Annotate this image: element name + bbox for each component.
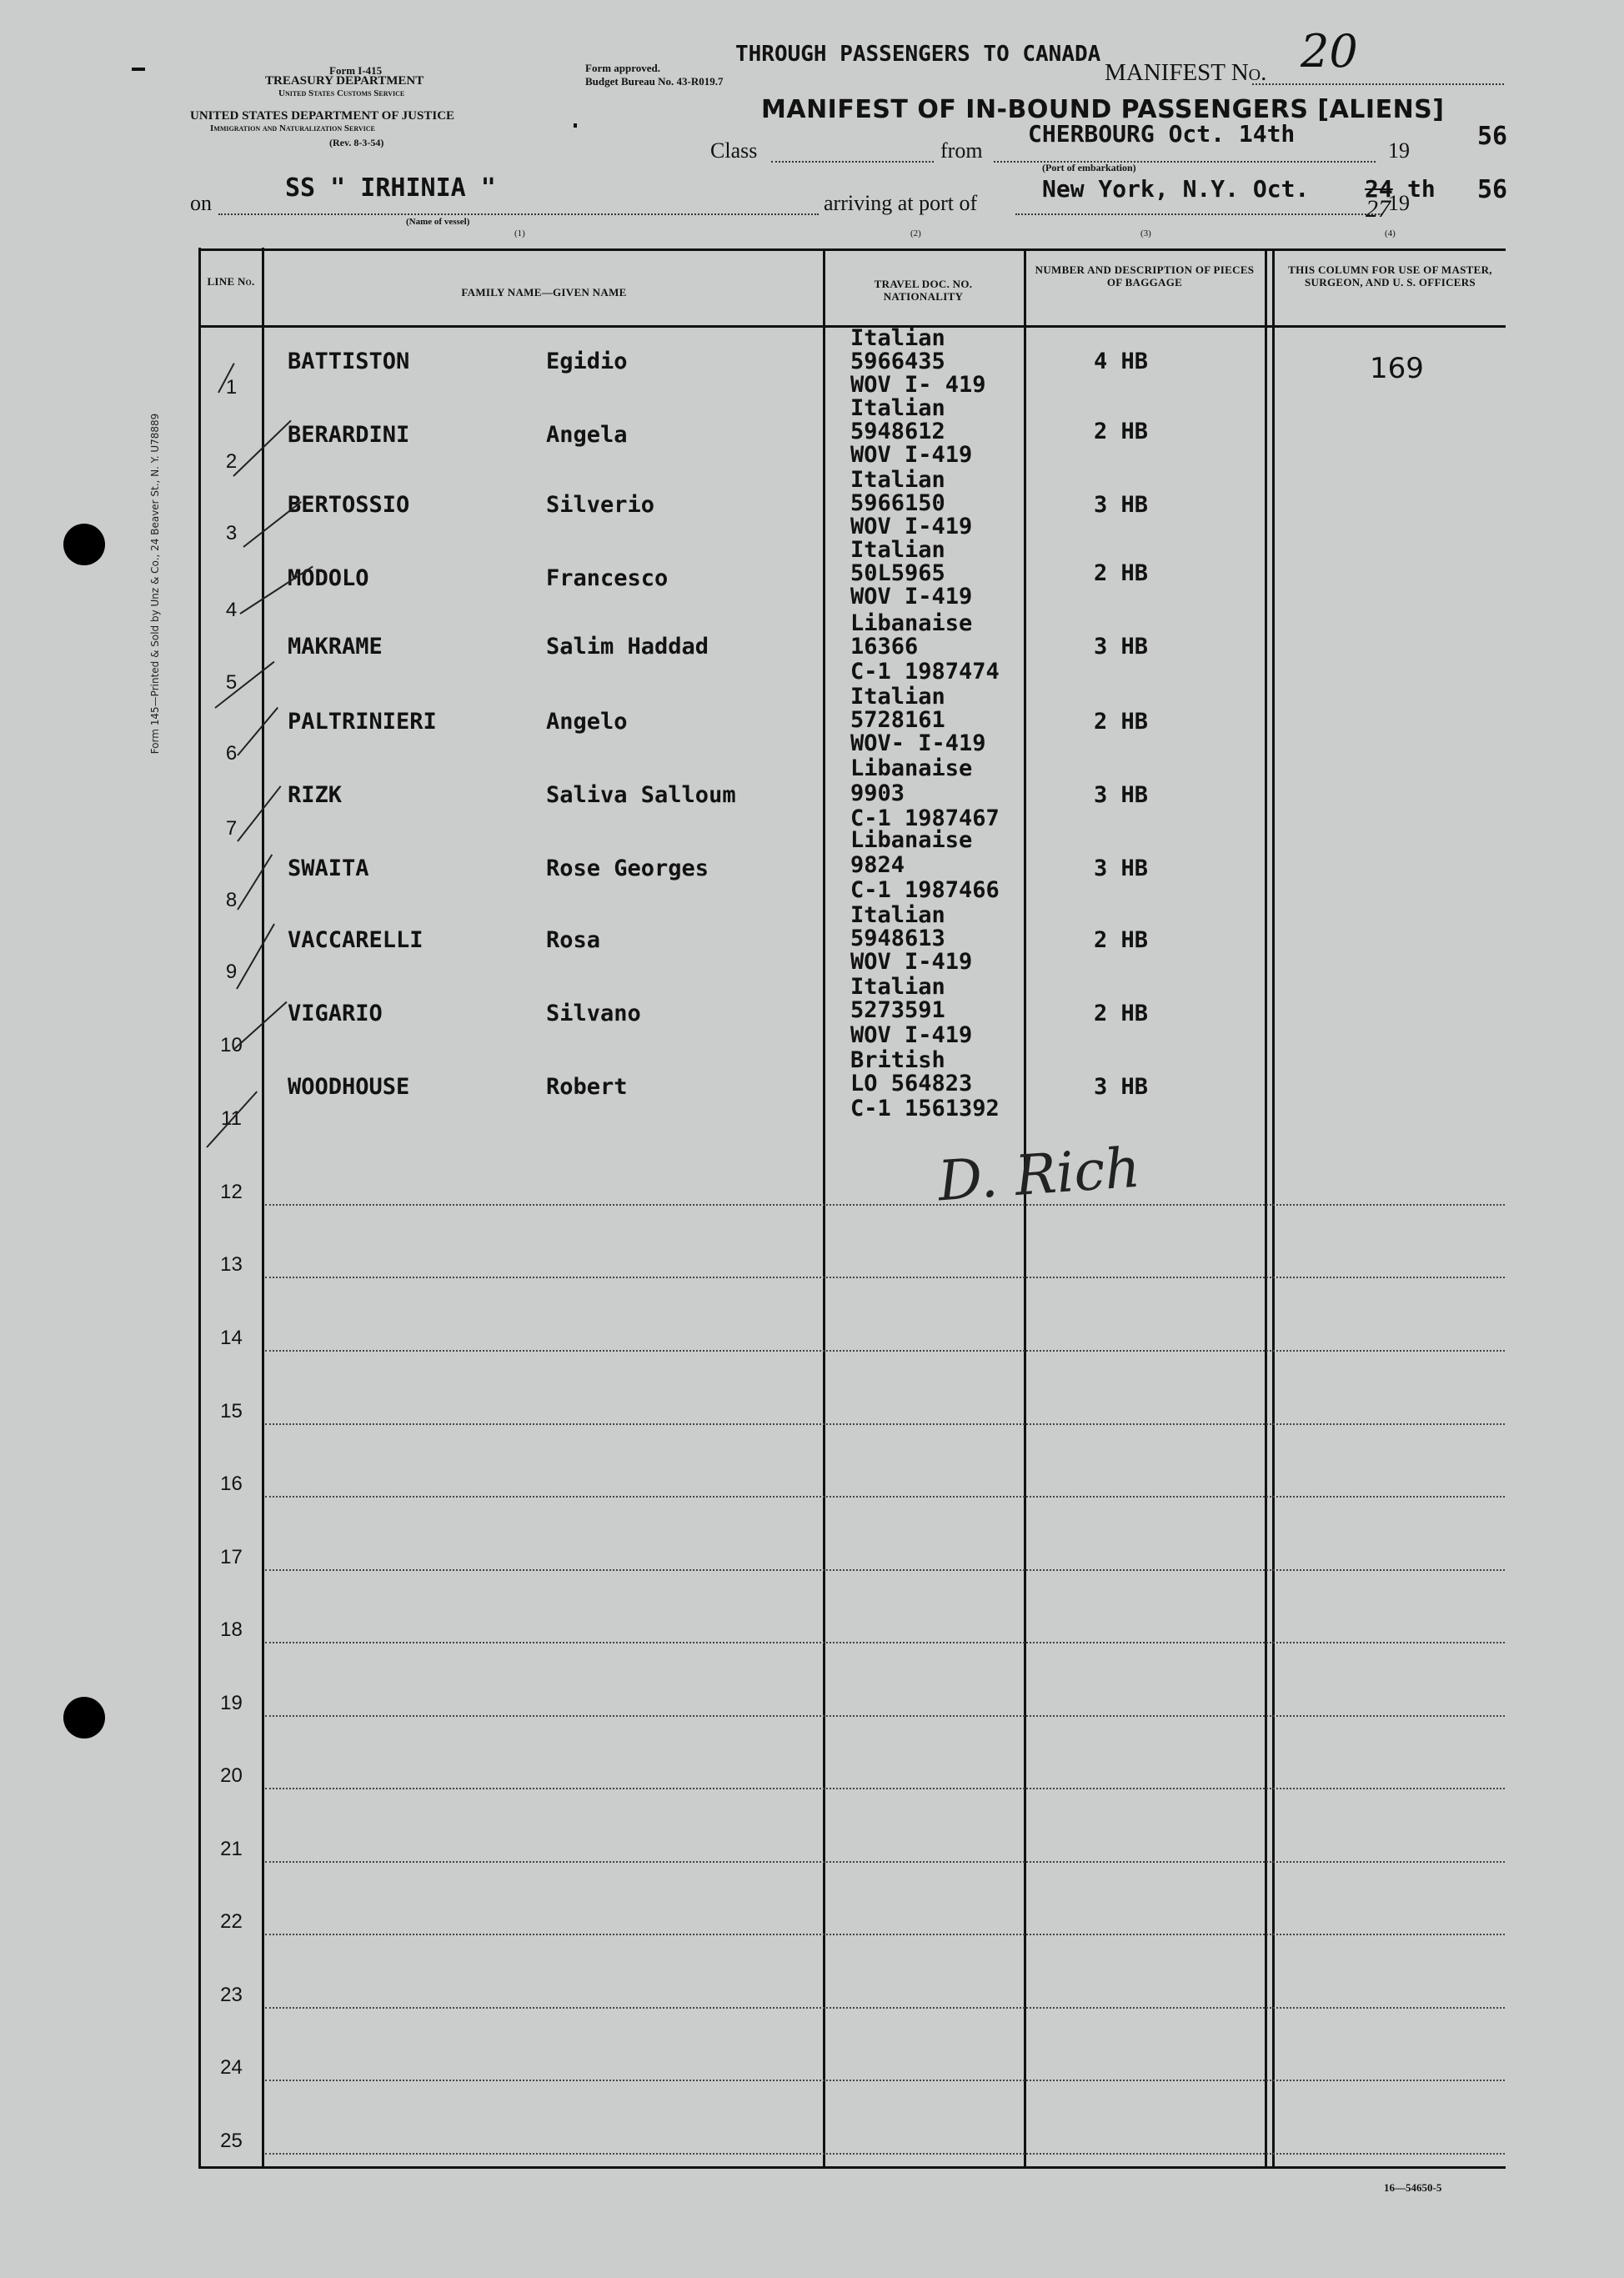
through-passengers-stamp: THROUGH PASSENGERS TO CANADA xyxy=(735,42,1101,67)
footer-code: 16—54650-5 xyxy=(1384,2181,1442,2194)
baggage: 2 HB xyxy=(1094,1001,1149,1026)
line-number: 1 xyxy=(225,376,238,399)
header-officers: THIS COLUMN FOR USE OF MASTER, SURGEON, AND U. S. OFFICERS xyxy=(1288,263,1492,289)
nationality: Libanaise xyxy=(850,755,973,781)
visa-no: WOV I-419 xyxy=(850,584,973,610)
arrival-day-struck: 24 xyxy=(1365,175,1393,203)
port-of-embarkation-value: CHERBOURG Oct. 14th xyxy=(1028,120,1296,148)
travel-doc-no: 5948613 xyxy=(850,926,945,951)
col-ref-3: (3) xyxy=(1140,228,1151,238)
line-number: 10 xyxy=(220,1034,243,1056)
given-name: Angelo xyxy=(546,709,628,735)
scan-mark xyxy=(574,123,577,128)
line-number: 9 xyxy=(225,961,238,983)
line-number: 5 xyxy=(225,671,238,694)
header-family-given-name: FAMILY NAME—GIVEN NAME xyxy=(461,286,627,299)
baggage: 3 HB xyxy=(1094,782,1149,808)
given-name: Egidio xyxy=(546,349,628,374)
family-name: MODOLO xyxy=(288,565,369,591)
visa-no: C-1 1987466 xyxy=(850,877,1000,903)
on-label: on xyxy=(190,191,212,215)
visa-no: WOV I-419 xyxy=(850,949,973,975)
family-name: VIGARIO xyxy=(288,1001,383,1026)
line-number: 8 xyxy=(225,889,238,911)
col-ref-1: (1) xyxy=(514,228,525,238)
form-approved: Form approved. xyxy=(585,62,661,74)
blank-row-line xyxy=(265,1715,1505,1717)
given-name: Salim Haddad xyxy=(546,634,709,660)
line-number: 22 xyxy=(220,1910,243,1933)
arriving-label: arriving at port of xyxy=(824,191,978,215)
officer-note: 169 xyxy=(1370,352,1424,385)
given-name: Silvano xyxy=(546,1001,641,1026)
travel-doc-no: 50L5965 xyxy=(850,560,945,586)
blank-row-line xyxy=(265,1496,1505,1498)
nationality: Italian xyxy=(850,974,945,1000)
baggage: 3 HB xyxy=(1094,1074,1149,1100)
visa-no: WOV- I-419 xyxy=(850,730,986,756)
from-label: from xyxy=(940,138,983,163)
budget-bureau: Budget Bureau No. 43-R019.7 xyxy=(585,75,724,88)
travel-doc-no: 5966150 xyxy=(850,490,945,516)
visa-no: WOV I-419 xyxy=(850,442,973,468)
family-name: BERARDINI xyxy=(288,422,410,448)
nationality: Italian xyxy=(850,684,945,710)
treasury-department: TREASURY DEPARTMENT xyxy=(265,74,424,88)
line-number: 7 xyxy=(225,817,238,840)
arrival-line xyxy=(1015,213,1382,215)
given-name: Robert xyxy=(546,1074,628,1100)
vessel-caption: (Name of vessel) xyxy=(406,217,470,227)
blank-row-line xyxy=(265,1569,1505,1571)
year-prefix-2: 19 xyxy=(1388,191,1410,215)
given-name: Saliva Salloum xyxy=(546,782,736,808)
baggage: 2 HB xyxy=(1094,709,1149,735)
col-ref-4: (4) xyxy=(1385,228,1396,238)
line-number: 21 xyxy=(220,1838,243,1860)
blank-row-line xyxy=(265,2153,1505,2155)
nationality: Italian xyxy=(850,467,945,493)
visa-no: C-1 1561392 xyxy=(850,1096,1000,1121)
blank-row-line xyxy=(265,2007,1505,2009)
travel-doc-no: 5273591 xyxy=(850,997,945,1023)
line-number: 4 xyxy=(225,599,238,621)
blank-row-line xyxy=(265,1934,1505,1935)
family-name: WOODHOUSE xyxy=(288,1074,410,1100)
line-number: 11 xyxy=(221,1107,242,1130)
family-name: VACCARELLI xyxy=(288,927,424,953)
arrival-day-suffix: th xyxy=(1407,175,1436,203)
manifest-no-value: 20 xyxy=(1301,25,1358,78)
travel-doc-no: 5966435 xyxy=(850,349,945,374)
blank-row-line xyxy=(265,1423,1505,1425)
customs-service: United States Customs Service xyxy=(278,88,405,98)
travel-doc-no: 5728161 xyxy=(850,707,945,733)
given-name: Rose Georges xyxy=(546,856,709,881)
baggage: 3 HB xyxy=(1094,634,1149,660)
line-number: 17 xyxy=(220,1546,243,1568)
given-name: Silverio xyxy=(546,492,655,518)
col-ref-2: (2) xyxy=(910,228,921,238)
given-name: Francesco xyxy=(546,565,669,591)
nationality: Libanaise xyxy=(850,610,973,636)
nationality: Libanaise xyxy=(850,827,973,853)
port-of-embarkation-caption: (Port of embarkation) xyxy=(1042,162,1136,173)
table-border-right xyxy=(1272,250,1275,2168)
line-number: 6 xyxy=(225,742,238,765)
visa-no: C-1 1987467 xyxy=(850,805,1000,831)
manifest-title: MANIFEST OF IN-BOUND PASSENGERS [ALIENS] xyxy=(761,95,1445,124)
blank-row-line xyxy=(265,1642,1505,1643)
line-number: 15 xyxy=(220,1400,243,1422)
travel-doc-no: 9903 xyxy=(850,780,905,806)
printer-imprint: Form 145—Printed & Sold by Unz & Co., 24 Beaver St., N. Y. U78889 xyxy=(149,413,161,755)
vessel-name: SS " IRHINIA " xyxy=(285,173,496,203)
manifest-no-label: MANIFEST No. xyxy=(1105,59,1267,86)
given-name: Angela xyxy=(546,422,628,448)
officer-signature: D. Rich xyxy=(935,1135,1143,1214)
ins-service: Immigration and Naturalization Service xyxy=(210,123,375,133)
class-line xyxy=(771,161,934,163)
header-baggage: NUMBER AND DESCRIPTION OF PIECES OF BAGGAGE xyxy=(1035,263,1255,289)
visa-no: WOV I-419 xyxy=(850,514,973,539)
blank-row-line xyxy=(265,1204,1505,1206)
line-number: 24 xyxy=(220,2056,243,2079)
line-number: 12 xyxy=(220,1181,243,1203)
blank-row-line xyxy=(265,1277,1505,1278)
travel-doc-no: LO 564823 xyxy=(850,1071,973,1096)
form-number: Form I-415 xyxy=(329,64,383,77)
col-divider-name xyxy=(823,250,825,2168)
col-divider-travel xyxy=(1024,250,1026,2168)
binder-hole-bottom xyxy=(63,1697,105,1739)
nationality: Italian xyxy=(850,395,945,421)
col-divider-baggage xyxy=(1265,250,1267,2168)
table-bottom-border xyxy=(198,2166,1506,2169)
baggage: 4 HB xyxy=(1094,349,1149,374)
visa-no: WOV I-419 xyxy=(850,1022,973,1048)
baggage: 3 HB xyxy=(1094,492,1149,518)
arrival-port-value: New York, N.Y. Oct. xyxy=(1042,175,1310,203)
given-name: Rosa xyxy=(546,927,601,953)
baggage: 2 HB xyxy=(1094,927,1149,953)
line-number: 20 xyxy=(220,1764,243,1787)
family-name: MAKRAME xyxy=(288,634,383,660)
line-number: 19 xyxy=(220,1692,243,1714)
family-name: BERTOSSIO xyxy=(288,492,410,518)
travel-doc-no: 16366 xyxy=(850,634,919,660)
line-number: 25 xyxy=(220,2130,243,2152)
nationality: Italian xyxy=(850,902,945,928)
travel-doc-no: 5948612 xyxy=(850,419,945,444)
vessel-line xyxy=(218,213,819,215)
visa-no: WOV I- 419 xyxy=(850,372,986,398)
year-prefix-1: 19 xyxy=(1388,138,1410,163)
line-number: 14 xyxy=(220,1327,243,1349)
baggage: 2 HB xyxy=(1094,419,1149,444)
baggage: 3 HB xyxy=(1094,856,1149,881)
manifest-no-line xyxy=(1252,83,1504,85)
year-value-2: 56 xyxy=(1477,175,1508,204)
form-revision: (Rev. 8-3-54) xyxy=(329,137,384,148)
line-number: 18 xyxy=(220,1618,243,1641)
family-name: PALTRINIERI xyxy=(288,709,437,735)
class-label: Class xyxy=(710,138,758,163)
line-number: 3 xyxy=(225,522,238,544)
nationality: Italian xyxy=(850,537,945,563)
scan-mark xyxy=(132,68,145,71)
line-number: 23 xyxy=(220,1984,243,2006)
visa-no: C-1 1987474 xyxy=(850,659,1000,685)
binder-hole-top xyxy=(63,524,105,565)
line-number: 13 xyxy=(220,1253,243,1276)
blank-row-line xyxy=(265,2080,1505,2081)
travel-doc-no: 9824 xyxy=(850,852,905,878)
blank-row-line xyxy=(265,1350,1505,1352)
baggage: 2 HB xyxy=(1094,560,1149,586)
nationality: British xyxy=(850,1047,945,1073)
nationality: Italian xyxy=(850,325,945,351)
arrival-day-written: 27 xyxy=(1366,195,1391,223)
family-name: BATTISTON xyxy=(288,349,410,374)
department-of-justice: UNITED STATES DEPARTMENT OF JUSTICE xyxy=(190,109,455,123)
line-number: 2 xyxy=(225,450,238,473)
year-value-1: 56 xyxy=(1477,122,1508,151)
blank-row-line xyxy=(265,1861,1505,1863)
header-travel-doc: TRAVEL DOC. NO. NATIONALITY xyxy=(874,278,973,303)
family-name: SWAITA xyxy=(288,856,369,881)
header-line-no: LINE No. xyxy=(207,275,255,288)
line-number: 16 xyxy=(220,1473,243,1495)
blank-row-line xyxy=(265,1788,1505,1789)
family-name: RIZK xyxy=(288,782,343,808)
table-top-border xyxy=(198,248,1506,251)
